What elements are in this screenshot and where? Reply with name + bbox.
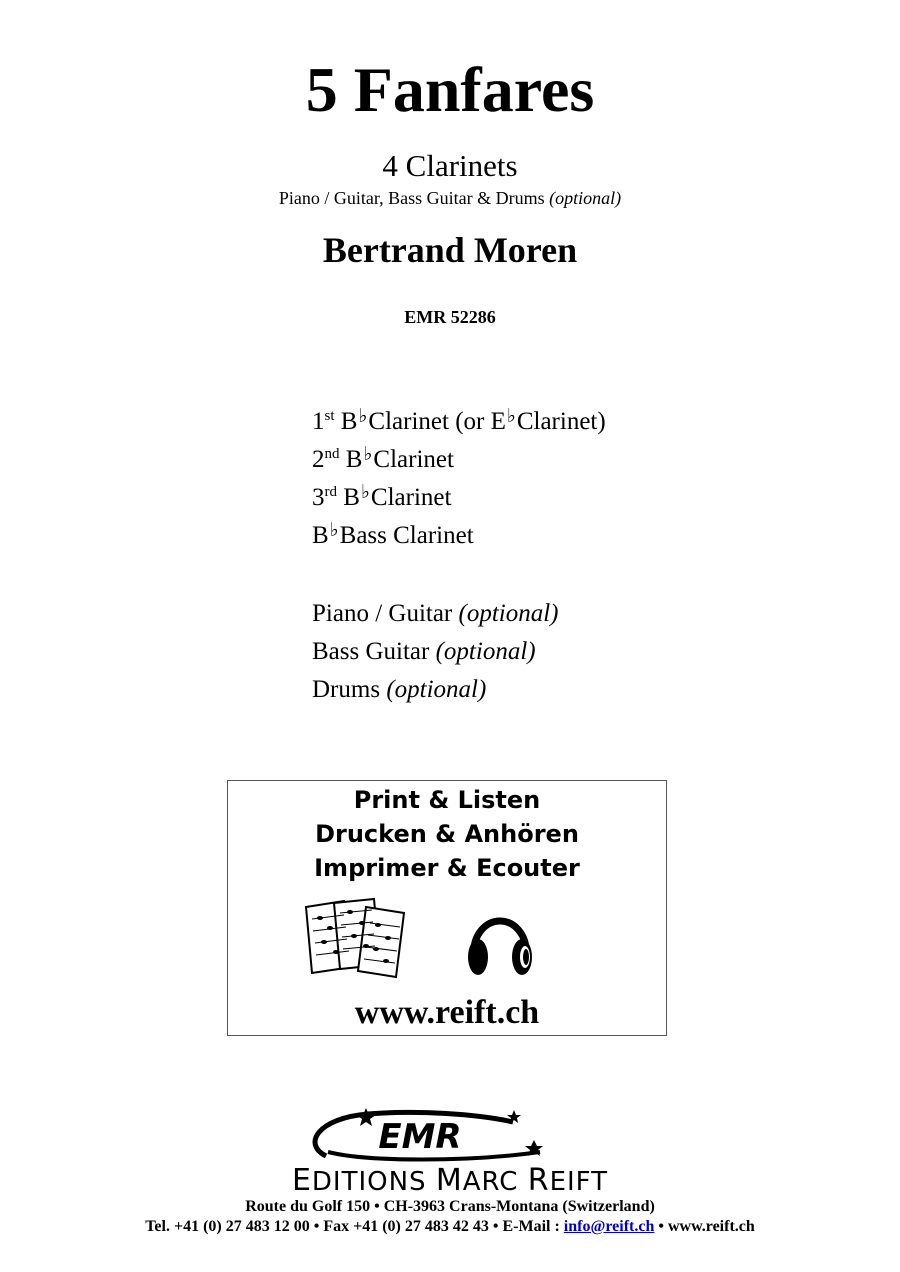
emr-logo-text: EMR <box>378 1117 462 1157</box>
part-row: 1st B♭Clarinet (or E♭Clarinet) <box>312 406 606 435</box>
flat-symbol: ♭ <box>329 520 339 541</box>
publisher-name: EDITIONS MARC REIFT <box>291 1163 609 1198</box>
publisher-address: Route du Golf 150 • CH-3963 Crans-Montana (Switzerland) <box>245 1198 655 1215</box>
print-listen-box <box>227 780 667 1036</box>
sheet-music-icon <box>300 897 412 979</box>
page-title: 5 Fanfares <box>305 54 595 125</box>
part-row: 3rd B♭Clarinet <box>312 482 452 511</box>
flat-symbol: ♭ <box>360 482 370 503</box>
publisher-contact: Tel. +41 (0) 27 483 12 00 • Fax +41 (0) 27 483 42 43 • E-Mail : info@reift.ch • www.reift.ch <box>145 1218 755 1235</box>
promo-line-german: Drucken & Anhören <box>315 820 579 848</box>
promo-line-french: Imprimer & Ecouter <box>314 854 580 882</box>
flat-symbol: ♭ <box>358 406 368 427</box>
optional-parts-list <box>312 595 559 709</box>
email-link[interactable]: info@reift.ch <box>563 1218 655 1235</box>
flat-symbol: ♭ <box>506 406 516 427</box>
subtitle: 4 Clarinets <box>382 148 518 183</box>
headphones-icon <box>464 901 536 981</box>
instrumentation-main: Piano / Guitar, Bass Guitar & Drums <box>278 188 545 208</box>
flat-symbol: ♭ <box>363 444 373 465</box>
optional-part-row: Drums (optional) <box>312 676 487 703</box>
part-row: 2nd B♭Clarinet <box>312 444 454 473</box>
optional-part-row: Bass Guitar (optional) <box>312 638 536 665</box>
instrumentation-line <box>0 186 900 210</box>
promo-line-english: Print & Listen <box>353 786 541 814</box>
parts-list <box>312 403 606 555</box>
composer-name: Bertrand Moren <box>322 230 578 270</box>
emr-logo <box>308 1108 548 1164</box>
catalog-number: EMR 52286 <box>404 307 496 327</box>
part-row: B♭Bass Clarinet <box>312 520 474 549</box>
promo-url[interactable]: www.reift.ch <box>354 994 540 1031</box>
optional-part-row: Piano / Guitar (optional) <box>312 600 559 627</box>
instrumentation-optional: (optional) <box>549 188 622 208</box>
